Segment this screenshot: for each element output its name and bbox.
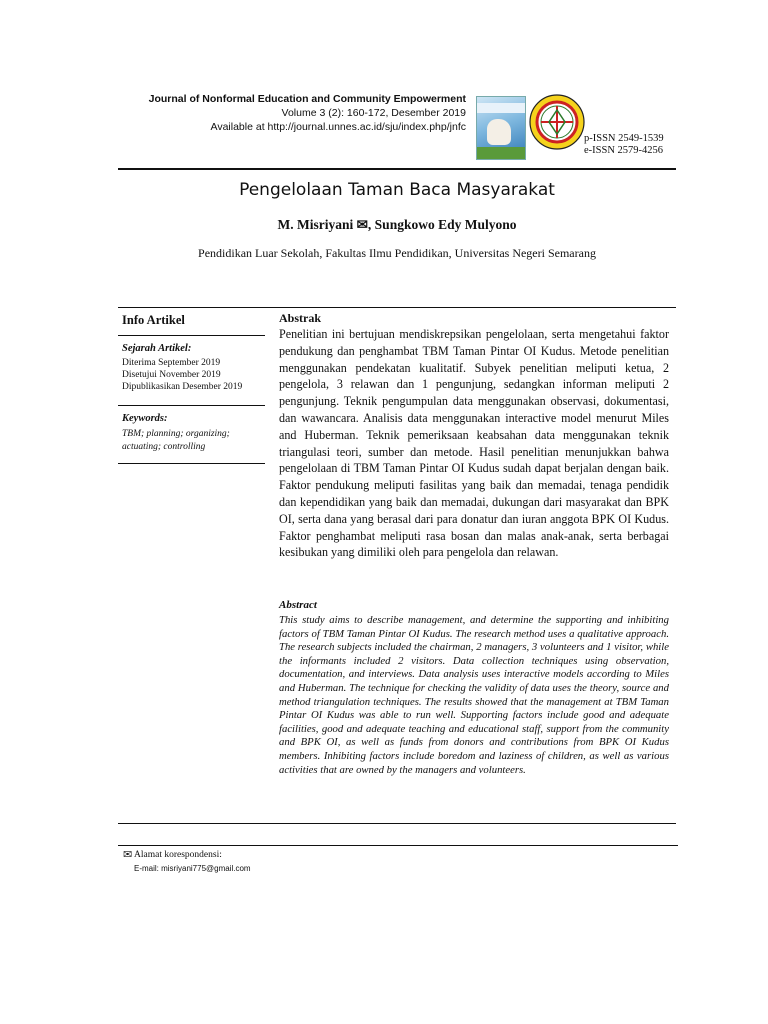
info-divider bbox=[118, 335, 265, 336]
abstract-bottom-divider bbox=[118, 823, 676, 824]
history-dates bbox=[122, 357, 242, 393]
header-divider bbox=[118, 168, 676, 170]
journal-url[interactable]: Available at http://journal.unnes.ac.id/sju/index.php/jnfc bbox=[210, 121, 466, 133]
history-divider bbox=[118, 405, 265, 406]
issn-block bbox=[584, 133, 664, 157]
info-heading: Info Artikel bbox=[122, 313, 185, 327]
journal-cover-image bbox=[476, 96, 526, 160]
keywords-heading: Keywords: bbox=[122, 413, 168, 424]
published-date: Dipublikasikan Desember 2019 bbox=[122, 382, 243, 392]
correspondence-label: Alamat korespondensi: bbox=[134, 850, 222, 860]
history-heading: Sejarah Artikel: bbox=[122, 343, 192, 354]
abstrak-text: Penelitian ini bertujuan mendiskrepsikan pengelolaan, serta mengetahui faktor pendukung dan penghambat TBM Taman Pintar OI Kudus. Metode penelitian menggunakan pendekatan kualitatif. Subyek penelitian meliputi ketua, 2 pengelola, 3 relawan dan 1 pengunjung, sedangkan informan meliputi 2 pengunjung. Teknik pengumpulan data menggunakan observasi, dokumentasi, dan wawancara. Analisis data menggunakan interactive model menurut Miles and Huberman. Teknik pemeriksaan keabsahan data menggunakan teknik triangulasi teori, sumber dan metode. Hasil penelitian menunjukkan bahwa pengelolaan di TBM Taman Pintar OI Kudus sudah dapat berjalan dengan baik. Faktor pendukung meliputi fasilitas yang baik dan memadai, tenaga pendidik dan kependidikan yang baik dan memadai, dukungan dari masyarakat dan BPK OI, serta dana yang berasal dari para donatur dan iuran anggota BPK OI Kudus. Faktor penghambat meliputi rasa bosan dan malas anak-anak, serta berbagai kesibukan yang dimiliki oleh para pengelola dan relawan. bbox=[279, 327, 669, 560]
article-title: Pengelolaan Taman Baca Masyarakat bbox=[239, 180, 555, 200]
correspondence-email[interactable]: E-mail: misriyani775@gmail.com bbox=[134, 864, 251, 873]
e-issn: e-ISSN 2579-4256 bbox=[584, 145, 664, 156]
author-affiliation: Pendidikan Luar Sekolah, Fakultas Ilmu Pendidikan, Universitas Negeri Semarang bbox=[198, 246, 596, 260]
received-date: Diterima September 2019 bbox=[122, 358, 221, 368]
section-divider bbox=[118, 307, 676, 308]
p-issn: p-ISSN 2549-1539 bbox=[584, 133, 664, 144]
university-emblem-icon bbox=[528, 92, 586, 152]
envelope-icon: ✉ bbox=[123, 849, 133, 861]
abstract-heading: Abstract bbox=[279, 599, 317, 611]
journal-volume: Volume 3 (2): 160-172, Desember 2019 bbox=[281, 107, 466, 119]
abstract-text: This study aims to describe management, and determine the supporting and inhibiting factors of TBM Taman Pintar OI Kudus. The research method uses a qualitative approach. The research subjects included the chairman, 2 managers, 3 volunteers and 1 visitor, while the informants included 2 visitors. Data collection techniques using observation, documentation, and interviews. Data analysis uses interactive models according to Miles and Huberman. The technique for checking the validity of data uses the theory, source and method triangulation techniques. The results showed that the management at TBM Taman Pintar OI Kudus was able to run well. Supporting factors include good and adequate facilities, good and adequate teaching and educational staff, support from the community and BPK OI, as well as funds from donors and contributions from BPK OI Kudus members. Inhibiting factors include boredom and laziness of children, as well as various activities that are owned by the managers and volunteers. bbox=[279, 614, 669, 776]
approved-date: Disetujui November 2019 bbox=[122, 370, 221, 380]
article-authors: M. Misriyani ✉, Sungkowo Edy Mulyono bbox=[277, 217, 517, 232]
keywords-divider bbox=[118, 463, 265, 464]
abstrak-heading: Abstrak bbox=[279, 311, 322, 325]
footnote-divider bbox=[118, 845, 678, 846]
journal-header bbox=[120, 92, 466, 134]
keywords-list: TBM; planning; organizing; actuating; controlling bbox=[122, 429, 230, 452]
journal-name: Journal of Nonformal Education and Community Empowerment bbox=[148, 93, 466, 105]
